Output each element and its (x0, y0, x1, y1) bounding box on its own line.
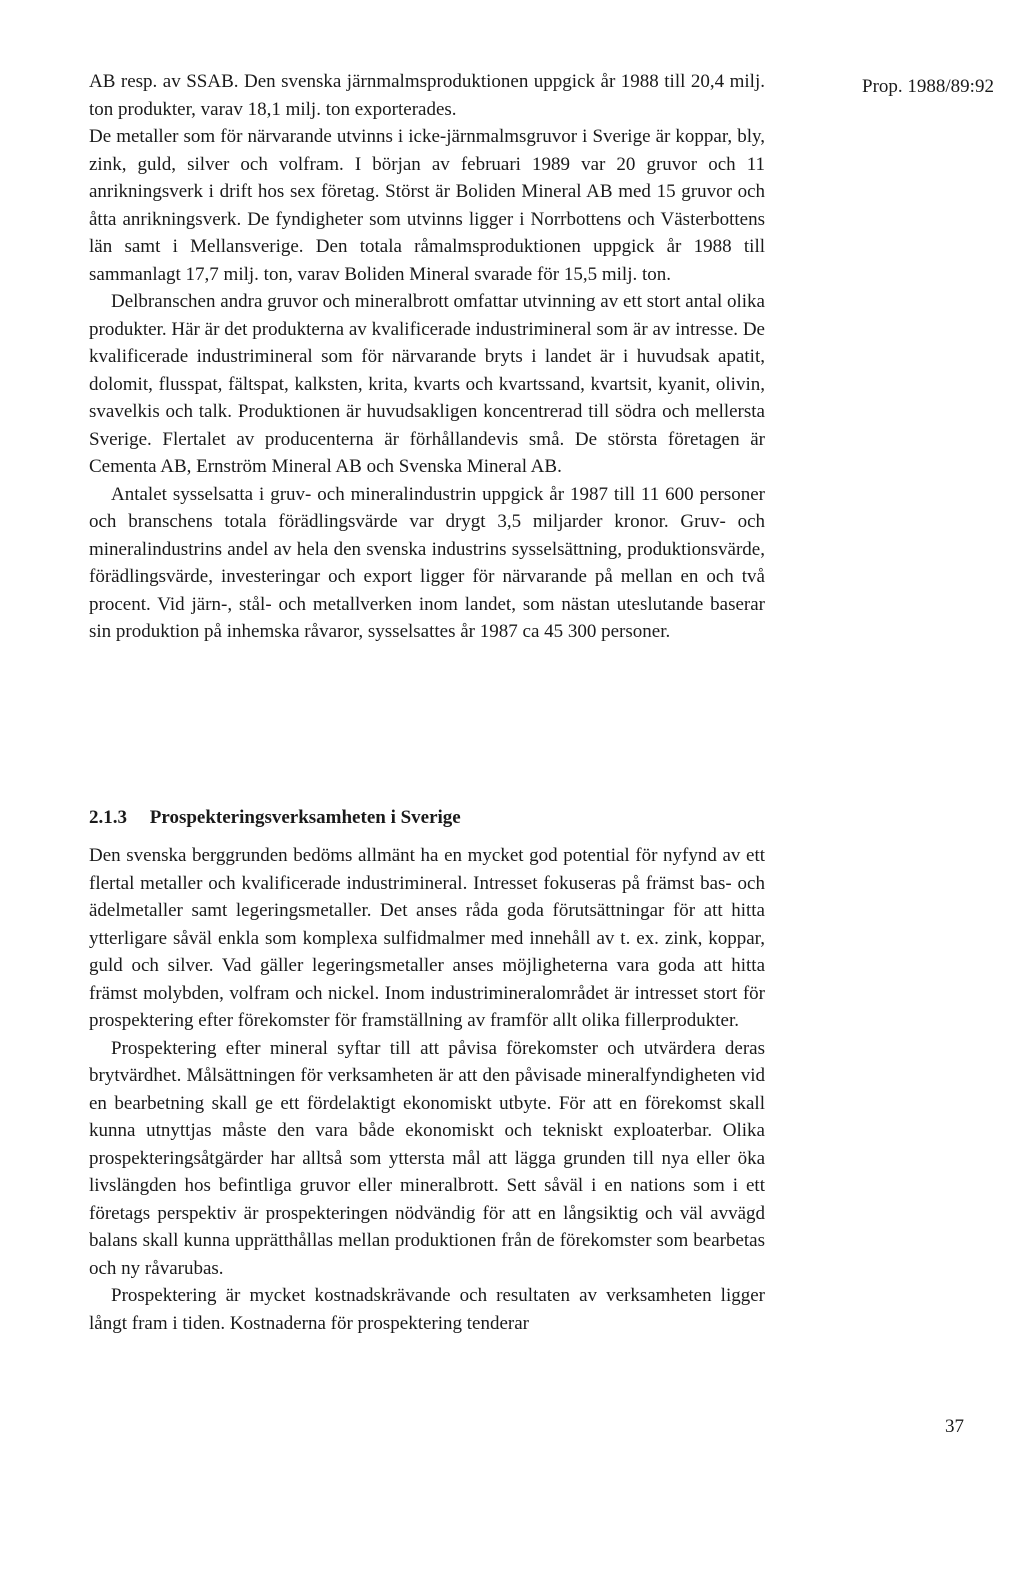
page-number: 37 (945, 1416, 964, 1437)
paragraph: Delbranschen andra gruvor och mineralbrott omfattar utvinning av ett stort antal olika produkter. Här är det produkterna av kvalificerade industrimineral som är av intresse. De kvalificerade industrimineral som för närvarande bryts i landet är i huvudsak apatit, dolomit, flusspat, fältspat, kalksten, krita, kvarts och kvartssand, kvartsit, kyanit, olivin, svavelkis och talk. Produktionen är huvudsakligen koncentrerad till södra och mellersta Sverige. Flertalet av producenterna är förhållandevis små. De största företagen är Cementa AB, Ernström Mineral AB och Svenska Mineral AB. (89, 291, 765, 477)
paragraph: Den svenska berggrunden bedöms allmänt ha en mycket god potential för nyfynd av ett flertal metaller och kvalificerade industrimineral. Intresset fokuseras på främst bas- och ädelmetaller samt legeringsmetaller. Det anses råda goda förutsättningar för att hitta ytterligare såväl enkla som komplexa sulfidmalmer med innehåll av t. ex. zink, koppar, guld och silver. Vad gäller legeringsmetaller anses möjligheterna vara goda att hitta främst molybden, volfram och nickel. Inom industrimineralområdet är intresset stort för prospektering efter förekomster för framställning av framför allt olika fillerprodukter. (89, 845, 765, 1031)
paragraph: De metaller som för närvarande utvinns i icke-järnmalmsgruvor i Sverige är koppar, bly, zink, guld, silver och volfram. I början av februari 1989 var 20 gruvor och 11 anrikningsverk i drift hos sex företag. Störst är Boliden Mineral AB med 15 gruvor och åtta anrikningsverk. De fyndigheter som utvinns ligger i Norrbottens och Västerbottens län samt i Mellansverige. Den totala råmalmsproduktionen uppgick år 1988 till sammanlagt 17,7 milj. ton, varav Boliden Mineral svarade för 15,5 milj. ton. (89, 126, 765, 285)
paragraph: Prospektering är mycket kostnadskrävande och resultaten av verksamheten ligger långt fram i tiden. Kostnaderna för prospektering tenderar (89, 1285, 765, 1334)
paragraph: Prospektering efter mineral syftar till att påvisa förekomster och utvärdera deras brytvärdhet. Målsättningen för verksamheten är att den påvisade mineralfyndigheten vid en bearbetning skall ge ett fördelaktigt ekonomiskt utbyte. För att en förekomst skall kunna utnyttjas måste den vara både ekonomiskt och tekniskt exploaterbar. Olika prospekteringsåtgärder har alltså som yttersta mål att lägga grunden till nya eller öka livslängden hos befintliga gruvor eller mineralbrott. Sett såväl i en nations som i ett företags perspektiv är prospekteringen nödvändig för att en långsiktig och väl avvägd balans skall kunna upprätthållas mellan produktionen från de förekomster som bearbetas och ny råvarubas. (89, 1037, 765, 1279)
paragraph: AB resp. av SSAB. Den svenska järnmalmsproduktionen uppgick år 1988 till 20,4 milj. ton produkter, varav 18,1 milj. ton exporterades. (89, 71, 765, 120)
section-number: 2.1.3 (89, 807, 127, 828)
document-reference: Prop. 1988/89:92 (862, 76, 994, 97)
body-section-b (89, 842, 765, 1337)
section-title: Prospekteringsverksamheten i Sverige (149, 807, 461, 828)
body-section-a (89, 68, 765, 646)
paragraph: Antalet sysselsatta i gruv- och mineralindustrin uppgick år 1987 till 11 600 personer och branschens totala förädlingsvärde var drygt 3,5 miljarder kronor. Gruv- och mineralindustrins andel av hela den svenska industrins sysselsättning, produktionsvärde, förädlingsvärde, investeringar och export ligger för närvarande på mellan en och två procent. Vid järn-, stål- och metallverken inom landet, som nästan uteslutande baserar sin produktion på inhemska råvaror, sysselsattes år 1987 ca 45 300 personer. (89, 483, 765, 642)
section-heading (89, 804, 765, 831)
